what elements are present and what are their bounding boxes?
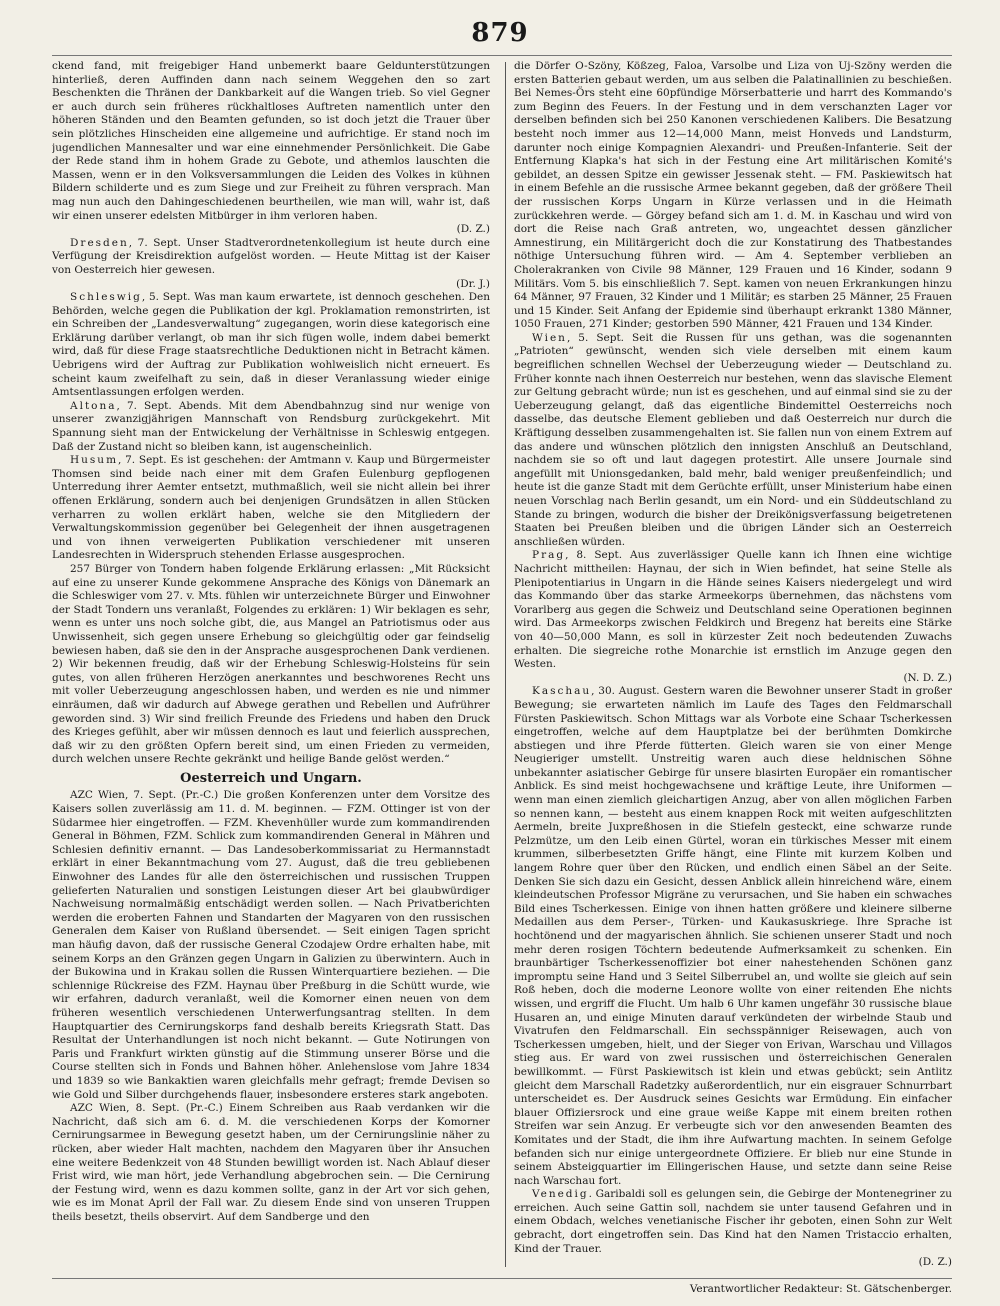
- article-text: Aus zuverlässiger Quelle kann ich Ihnen eine wichtige Nachricht mittheilen: Haynau, der sich in Wien befindet, hat seine Stelle als Plenipotentiarius in Ungarn in die Hände seines Kaisers niedergelegt und wird das Kommando über das starke Armeekorps übernehmen, das nächstens vom Vorarlberg aus gegen die Schweiz und Deutschland seine Operationen beginnen wird. Das Armeekorps zwischen Feldkirch und Bregenz hat bereits eine Stärke von 40—50,000 Mann, es soll in kürzester Zeit noch bedeutenden Zuwachs erhalten. Die siegreiche rothe Monarchie ist ernstlich im Anzuge gegen den Westen.: [514, 549, 952, 671]
- dateline-date: , 5. Sept.: [566, 331, 625, 344]
- dateline-place: Dresden: [70, 236, 129, 249]
- top-rule: [52, 55, 952, 56]
- page-number: 879: [471, 18, 529, 48]
- source-signature: (D. Z.): [918, 1256, 952, 1269]
- article-schleswig: [52, 291, 490, 400]
- article-venedig: [514, 1188, 952, 1256]
- dateline-date: , 8. Sept. (Pr.-C.): [126, 1102, 223, 1115]
- section-heading: Oesterreich und Ungarn.: [180, 770, 362, 786]
- source-signature: (D. Z.): [456, 223, 490, 236]
- article-husum: [52, 454, 490, 563]
- dateline-date: , 7. Sept.: [118, 454, 167, 467]
- source-signature: (Dr. J.): [456, 277, 490, 290]
- footer-rule: [52, 1278, 952, 1279]
- article-continuation: die Dörfer O-Szöny, Kößzeg, Faloa, Varsolbe und Liza von Uj-Szöny werden die ersten Batterien gebaut werden, um aus selben die Palatinallinien zu beschießen. Bei Nemes-Örs steht eine 60pfündige Mörserbatterie und harrt des Kommando's zum Beginn des Feuers. In der Festung und in dem verschanzten Lager vor derselben befinden sich bei 250 Kanonen verschiedenen Kalibers. Die Besatzung besteht noch immer aus 12—14,000 Mann, meist Honveds und Landsturm, darunter noch einige Kompagnien Alexandri- und Preußen-Infanterie. Seit der Entfernung Klapka's hat sich in der Festung eine Art militärischen Komité's gebildet, an dessen Spitze ein gewisser Jessenak steht. — FM. Paskiewitsch hat in einem Befehle an die russische Armee bekannt gegeben, daß der größere Theil der russischen Korps Ungarn in Kürze verlassen und in die Heimath zurückkehren werde. — Görgey befand sich am 1. d. M. in Kaschau und wird von dort die Reise nach Graß antreten, wo, ungeachtet dessen gänzlicher Amnestirung, ein Militärgericht doch die zur Konstatirung des Thatbestandes nöthige Untersuchung führen wird. — Am 4. September verblieben an Cholerakranken von Civile 98 Männer, 129 Frauen und 16 Kinder, sodann 9 Militärs. Vom 5. bis einschließlich 7. Sept. kamen von neuen Erkrankungen hinzu 64 Männer, 97 Frauen, 32 Kinder und 1 Militär; es starben 25 Männer, 25 Frauen und 15 Kinder. Seit Anfang der Epidemie sind überhaupt erkrankt 1380 Männer, 1050 Frauen, 271 Kinder; gestorben 590 Männer, 421 Frauen und 134 Kinder.: [514, 60, 952, 331]
- dateline-place: Schleswig: [70, 291, 142, 304]
- dateline-place: Husum: [70, 454, 119, 467]
- article-text: Es ist geschehen: der Amtmann v. Kaup und Bürgermeister Thomsen sind beide nach einer mit dem Grafen Eulenburg gepflogenen Unterredung ihrer Aemter entsetzt, muthmaßlich, weil sie nicht allein bei ihrer offenen Erklärung, sondern auch bei denjenigen Grundsätzen in allen Stücken verharren zu wollen erklärt haben, welche sie den Mitgliedern der Verwaltungskommission gegenüber bei Gelegenheit der ihnen ausgetragenen und von ihnen verweigerten Publikation verschiedener mit unseren Landesrechten in Widerspruch stehenden Erlasse ausgesprochen.: [52, 454, 490, 562]
- article-text: Unser Stadtverordnetenkollegium ist heute durch eine Verfügung der Kreisdirektion aufgelöst worden. — Heute Mittag ist der Kaiser von Oesterreich hier gewesen.: [52, 236, 490, 276]
- article-dresden: [52, 237, 490, 278]
- article-text: Mit dem Abendbahnzug sind nur wenige von unserer zwanzigjährigen Mannschaft von Rendsburg zurückgekehrt. Mit Spannung sieht man der Entwickelung der Verhältnisse in Schleswig entgegen. Daß der Zustand nicht so bleiben kann, ist augenscheinlich.: [52, 399, 490, 453]
- column-divider: [505, 62, 506, 1267]
- article-text: Gestern waren die Bewohner unserer Stadt in großer Bewegung; sie erwarteten nämlich im Laufe des Tages den Feldmarschall Fürsten Paskiewitsch. Schon Mittags war als Vorbote eine Schaar Tscherkessen eingetroffen, welche auf dem Hauptplatze bei der berühmten Domkirche abstiegen und ihre Pferde fütterten. Gleich waren sie von einer Menge Neugieriger umstellt. Unstreitig waren auch diese heldnischen Söhne unbekannter asiatischer Gebirge für unsere blasirten Europäer ein romantischer Anblick. Es sind meist hochgewachsene und kräftige Leute, ihre Uniformen — wenn man einen ziemlich gleichartigen Anzug, aber von allen möglichen Farben so nennen kann, — besteht aus einem knappen Rock mit weiten aufgeschlitzten Aermeln, breite Juxpreßhosen in die Stiefeln gesteckt, eine schwarze runde Pelzmütze, um den Leib einen Gürtel, woran ein türkisches Messer mit einem krummen, silberbesetzten Griffe hängt, eine Flinte mit kurzem Kolben und langem Rohre quer über den Rücken, und endlich einen Säbel an der Seite. Denken Sie sich dazu ein Gesicht, dessen Anblick allein hinreichend wäre, einem kleindeutschen Professor Migräne zu verursachen, und Sie haben ein schwaches Bild eines Tscherkessen. Einige von ihnen hatten größere und kleinere silberne Medaillen aus dem Perser-, Türken- und Kaukasuskriege. Ihre Sprache ist hochtönend und der magyarischen ähnlich. Sie schienen unserer Stadt und noch mehr deren rosigen Töchtern bedeutende Aufmerksamkeit zu schenken. Ein braunbärtiger Tscherkessenoffizier bot einer nahestehenden Schönen ganz impromptu seine Hand und 3 Seitel Silberrubel an, und wollte sie gleich auf sein Roß heben, doch die moderne Leonore wollte von einer reitenden Ehe nichts wissen, und ergriff die Flucht. Um halb 6 Uhr kamen ungefähr 30 russische blaue Husaren an, und einige Minuten darauf verkündeten der wirbelnde Staub und Vivatrufen den Feldmarschall. Ein sechsspänniger Reisewagen, auch von Tscherkessen umgeben, hielt, und der Sieger von Erivan, Warschau und Villagos stieg aus. Er ward von zwei russischen und österreichischen Generalen bewillkommt. — Fürst Paskiewitsch ist klein und etwas gebückt; sein Antlitz gleicht dem Marschall Radetzky außerordentlich, nur ein eisgrauer Schnurrbart unterscheidet es. Der Ausdruck seines Gesichts war Ermüdung. Ein einfacher blauer Offiziersrock und eine graue weiße Kappe mit einem breiten rothen Streifen war sein Anzug. Er verbeugte sich vor den anwesenden Beamten des Komitates und der Stadt, die ihm ihre Aufwartung machten. In seinem Gefolge befanden sich nur einige untergeordnete Offiziere. Er blieb nur eine Stunde in seinem Absteigquartier im Ellingerischen Hause, und setzte dann seine Reise nach Warschau fort.: [514, 685, 952, 1187]
- dateline-place: Prag: [532, 549, 566, 562]
- source-signature: (N. D. Z.): [903, 671, 952, 684]
- article-continuation: ckend fand, mit freigebiger Hand unbemerkt baare Geldunterstützungen hinterließ, deren Auffinden dann nach seinem Weggehen den so zart Beschenkten die Thränen der Dankbarkeit auf die Wangen trieb. So viel Gegner er auch durch sein früheres rückhaltloses Auftreten namentlich unter den höheren Ständen und den Beamten gefunden, so ist doch jetzt die Trauer über sein plötzliches Hinscheiden eine allgemeine und aufrichtige. Er stand noch im jugendlichen Mannesalter und war eine einnehmender Persönlichkeit. Die Gabe der Rede stand ihm in hohem Grade zu Gebote, und athemlos lauschten die Massen, wenn er in den Volksversammlungen die Leiden des Volkes in kühnen Bildern schilderte und es zum Siege und zur Freiheit zu führen versprach. Man mag nun auch den Dahingeschiedenen beurtheilen, wie man will, wahr ist, daß wir einen unserer edelsten Mitbürger in ihm verloren haben.: [52, 60, 490, 222]
- right-column: [514, 60, 952, 1270]
- article-tondern: 257 Bürger von Tondern haben folgende Erklärung erlassen: „Mit Rücksicht auf eine zu unserer Kunde gekommene Ansprache des Königs von Dänemark an die Schleswiger vom 27. v. Mts. fühlen wir unterzeichnete Bürger und Einwohner der Stadt Tondern uns veranlaßt, Folgendes zu erklären: 1) Wir beklagen es sehr, wenn es unter uns noch solche gibt, die, aus Mangel an Patriotismus oder aus Unwissenheit, sich gegen unsere Erhebung so gleichgültig oder gar feindselig bewiesen haben, daß sie den in der Ansprache ausgesprochenen Dank verdienen. 2) Wir bekennen freudig, daß wir der Erhebung Schleswig-Holsteins für sein gutes, von allen früheren Herzögen anerkanntes und beschworenes Recht uns mit voller Ueberzeugung angeschlossen haben, und werden es nie und nimmer einräumen, daß wir dadurch auf Abwege gerathen und Rebellen und Aufrührer geworden sind. 3) Wir sind freilich Freunde des Friedens und haben den Druck des Krieges gefühlt, aber wir müssen dennoch es laut und feierlich aussprechen, daß wir zu den größten Opfern bereit sind, um einen Frieden zu vermeiden, durch welchen unsere Rechte gekränkt und heilige Bande gelöst werden.“: [52, 562, 490, 766]
- article-kaschau: [514, 685, 952, 1188]
- editor-credit: Verantwortlicher Redakteur: St. Gätschenberger.: [689, 1283, 952, 1295]
- dateline-place: Wien: [532, 331, 567, 344]
- article-altona: [52, 400, 490, 454]
- article-wien-7: [52, 789, 490, 1102]
- article-columns: [52, 60, 952, 1270]
- dateline-date: .: [588, 1188, 592, 1201]
- article-wien-5: [514, 332, 952, 550]
- dateline-date: , 5. Sept.: [141, 291, 191, 304]
- article-wien-8: [52, 1102, 490, 1224]
- dateline-place: AZC Wien: [70, 1102, 127, 1115]
- dateline-date: , 30. August.: [591, 685, 660, 698]
- article-text: Seit die Russen für uns gethan, was die sogenannten „Patrioten“ gewünscht, wenden sich viele derselben mit einem kaum begreiflichen schnellen Wechsel der Ueberzeugung wieder — Deutschland zu. Früher konnte nach ihnen Oesterreich nur bestehen, wenn das slavische Element zur Geltung gebracht würde; nun ist es geschehen, und auf einmal sind sie zu der Ueberzeugung gelangt, daß das eigentliche Bindemittel Oesterreichs noch dasselbe, das deutsche Element geblieben und daß Oesterreich nur durch die Kräftigung desselben zusammengehalten ist. Sie fallen nun von einem Extrem auf das andere und wünschen plötzlich den innigsten Anschluß an Deutschland, nachdem sie so oft und laut dagegen protestirt. Alle unsere Journale sind angefüllt mit Unionsgedanken, bald mehr, bald weniger preußenfeindlich; und heute ist die ganze Stadt mit dem Gerüchte erfüllt, unser Ministerium habe einen neuen Vorschlag nach Berlin gesandt, um ein Nord- und ein Süddeutschland zu Stande zu bringen, wodurch die bisher der Dreikönigsverfassung beigetretenen Staaten bei Preußen bleiben und die übrigen Länder sich an Oesterreich anschließen würden.: [514, 331, 952, 548]
- dateline-date: , 7. Sept.: [128, 236, 181, 249]
- article-text: Einem Schreiben aus Raab verdanken wir die Nachricht, daß sich am 6. d. M. die verschiedenen Korps der Komorner Cernirungsarmee in Bewegung gesetzt haben, um der Cernirungslinie näher zu rücken, aber wieder Halt machten, nachdem den Magyaren über ihr Ansuchen eine weitere Bedenkzeit von 48 Stunden bewilligt worden ist. Nach Ablauf dieser Frist wird, wie man hört, jede Verhandlung abgebrochen sein. — Die Cernirung der Festung wird, wenn es dazu kommen sollte, ganz in der Art vor sich gehen, wie es im Monat April der Fall war. Zu diesem Ende sind von unseren Truppen theils besetzt, theils observirt. Auf dem Sandberge und den: [52, 1102, 490, 1223]
- article-text: Die großen Konferenzen unter dem Vorsitze des Kaisers sollen zuverlässig am 11. d. M. beginnen. — FZM. Ottinger ist von der Südarmee hier eingetroffen. — FZM. Khevenhüller wurde zum kommandirenden General in Böhmen, FZM. Schlick zum kommandirenden General in Mähren und Schlesien definitiv ernannt. — Das Landesoberkommissariat zu Hermannstadt erklärt in einer Bekanntmachung vom 27. August, daß die treu gebliebenen Einwohner des Landes für alle den österreichischen und russischen Truppen gelieferten Naturalien und sonstigen Leistungen dieser Art bei glaubwürdiger Nachweisung normalmäßig entschädigt werden sollen. — Nach Privatberichten werden die eroberten Fahnen und Standarten der Magyaren von den russischen Generalen dem Kaiser von Rußland übersendet. — Seit einigen Tagen spricht man häufig davon, daß der russische General Czodajew Ordre erhalten habe, mit seinem Korps an den Gränzen gegen Ungarn in Galizien zu überwintern. Auch in der Bukowina und in Krakau sollen die Russen Winterquartiere beziehen. — Die schlennige Rückreise des FZM. Haynau über Preßburg in die Schütt wurde, wie wir erfahren, dadurch veranlaßt, weil die Komorner einen neuen von dem früheren wesentlich verschiedenen Unterwerfungsantrag stellten. In dem Hauptquartier des Cernirungskorps fand deshalb bereits Kriegsrath Statt. Das Resultat der Unterhandlungen ist noch nicht bekannt. — Gute Notirungen von Paris und Frankfurt wirkten günstig auf die Stimmung unserer Börse und die Course stellten sich in Fonds und Bahnen höher. Anlehenslose vom Jahre 1834 und 1839 so wie Bankaktien waren gleichfalls mehr gefragt; fremde Devisen so wie Gold und Silber durchgehends flauer, insbesondere ersteres stark angeboten.: [52, 789, 490, 1101]
- dateline-place: AZC Wien: [70, 789, 125, 802]
- article-text: Was man kaum erwartete, ist dennoch geschehen. Den Behörden, welche gegen die Publikation der kgl. Proklamation remonstrirten, ist ein Schreiben der „Landesverwaltung“ zugegangen, worin diese kategorisch eine Erklärung darüber verlangt, ob man ihr sich fügen wolle, indem dabei bemerkt wird, daß für diese Frage staatsrechtliche Deduktionen nicht in Betracht kämen. Uebrigens wird der Auftrag zur Publikation wohlweislich nicht erneuert. Es scheint kaum zweifelhaft zu sein, daß in dieser Veranlassung wieder einige Amtsentlassungen erfolgen werden.: [52, 291, 490, 399]
- dateline-date: , 8. Sept.: [565, 549, 623, 562]
- dateline-date: , 7. Sept. Abends.: [116, 399, 222, 412]
- article-prag: [514, 549, 952, 671]
- article-text: Garibaldi soll es gelungen sein, die Gebirge der Montenegriner zu erreichen. Auch seine Gattin soll, nachdem sie unter tausend Gefahren und in einem Obdach, welches venetianische Fischer ihr geboten, einen Sohn zur Welt gebracht, dort eingetroffen sein. Das Kind hat den Namen Tristaccio erhalten, Kind der Trauer.: [514, 1188, 952, 1255]
- left-column: [52, 60, 490, 1270]
- dateline-place: Altona: [70, 399, 117, 412]
- dateline-place: Kaschau: [532, 685, 592, 698]
- dateline-place: Venedig: [532, 1188, 589, 1201]
- dateline-date: , 7. Sept. (Pr.-C.): [124, 789, 219, 802]
